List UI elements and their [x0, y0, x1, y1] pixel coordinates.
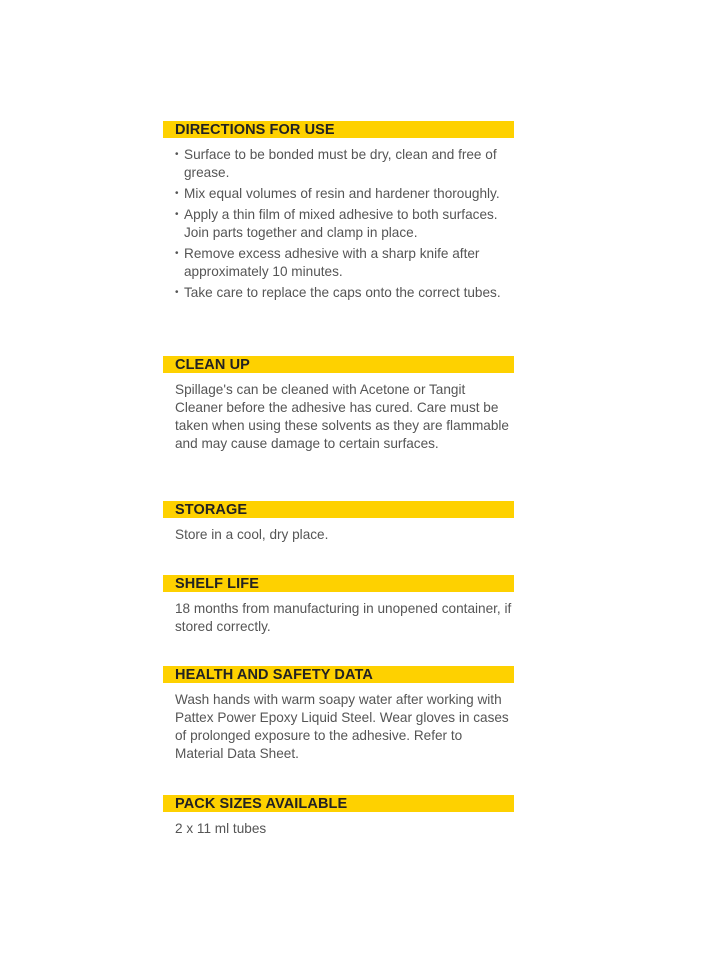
section-header-bar — [163, 666, 514, 683]
section-header-bar — [163, 121, 514, 138]
section-directions — [163, 121, 514, 305]
section-header-bar — [163, 575, 514, 592]
section-pack-sizes — [163, 795, 514, 838]
list-item: • Remove excess adhesive with a sharp knife after approximately 10 minutes. — [175, 245, 514, 281]
section-title: SHELF LIFE — [175, 576, 259, 592]
list-item: • Take care to replace the caps onto the correct tubes. — [175, 284, 514, 302]
section-title: STORAGE — [175, 502, 248, 518]
section-text: Wash hands with warm soapy water after working with Pattex Power Epoxy Liquid Steel. Wear gloves in cases of prolonged exposure to the adhesive. Refer to Material Data Sheet. — [175, 692, 509, 761]
section-title: PACK SIZES AVAILABLE — [175, 796, 348, 812]
section-title: CLEAN UP — [175, 357, 250, 373]
list-item: • Mix equal volumes of resin and hardener thoroughly. — [175, 185, 514, 203]
section-header-bar — [163, 795, 514, 812]
section-title: DIRECTIONS FOR USE — [175, 122, 335, 138]
list-item: • Apply a thin film of mixed adhesive to both surfaces. Join parts together and clamp in place. — [175, 206, 514, 242]
section-text: Store in a cool, dry place. — [175, 527, 329, 542]
section-title: HEALTH AND SAFETY DATA — [175, 667, 373, 683]
section-header-bar — [163, 356, 514, 373]
section-text: 2 x 11 ml tubes — [175, 821, 267, 836]
section-storage — [163, 501, 514, 544]
section-text: 18 months from manufacturing in unopened container, if stored correctly. — [175, 601, 512, 634]
directions-list — [175, 146, 514, 302]
section-health-safety — [163, 666, 514, 763]
section-clean-up — [163, 356, 514, 453]
section-text: Spillage's can be cleaned with Acetone or Tangit Cleaner before the adhesive has cured. Care must be taken when using these solvents as they are flammable and may cause damage to certain surfaces. — [175, 382, 509, 451]
list-item: • Surface to be bonded must be dry, clean and free of grease. — [175, 146, 514, 182]
section-header-bar — [163, 501, 514, 518]
section-shelf-life — [163, 575, 514, 636]
